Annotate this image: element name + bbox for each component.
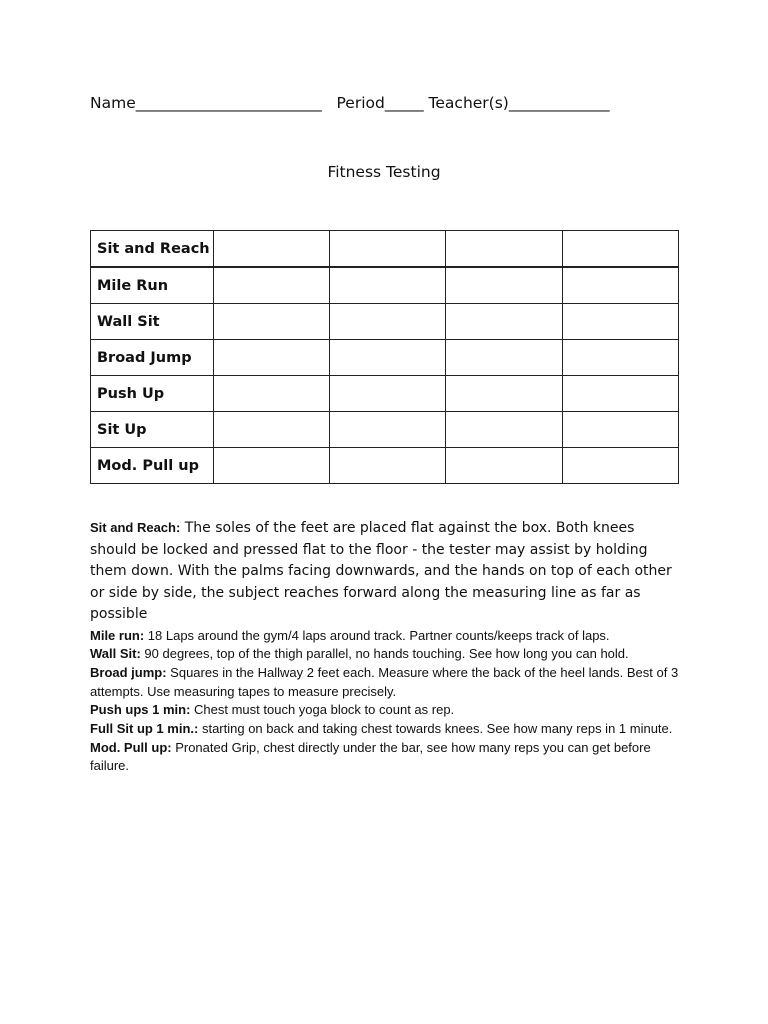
table-row <box>91 412 679 448</box>
student-info-line <box>90 94 610 112</box>
score-cell <box>562 231 678 268</box>
test-instructions <box>90 517 680 776</box>
table-row <box>91 376 679 412</box>
instruction-label: Full Sit up 1 min.: <box>90 721 199 737</box>
instruction-text: The soles of the feet are placed flat against the box. Both knees should be locked and pressed flat to the floor - the tester may assist by holding them down. With the palms facing downwards, and the hands on top of each other or side by side, the subject reaches forward along the measuring line as far as possible <box>90 520 672 622</box>
score-cell <box>562 376 678 412</box>
sit-and-reach-instruction <box>90 517 680 626</box>
sit-up-instruction <box>90 720 680 739</box>
score-cell <box>446 412 562 448</box>
row-label: Push Up <box>91 376 214 412</box>
instruction-text: Chest must touch yoga block to count as rep. <box>190 702 455 718</box>
score-cell <box>446 376 562 412</box>
score-cell <box>213 340 329 376</box>
score-cell <box>562 304 678 340</box>
score-cell <box>213 448 329 484</box>
instruction-text: Squares in the Hallway 2 feet each. Measure where the back of the heel lands. Best of 3 attempts. Use measuring tapes to measure precisely. <box>90 664 679 699</box>
score-cell <box>330 412 446 448</box>
teacher-field-label: Teacher(s)_____________ <box>428 94 610 112</box>
instruction-text: Pronated Grip, chest directly under the bar, see how many reps you can get before failure. <box>90 739 651 774</box>
instruction-label: Wall Sit: <box>90 646 141 662</box>
score-cell <box>446 267 562 304</box>
instruction-label: Sit and Reach: <box>90 520 181 535</box>
score-cell <box>330 448 446 484</box>
broad-jump-instruction <box>90 664 680 701</box>
table-row <box>91 448 679 484</box>
instruction-text: 90 degrees, top of the thigh parallel, no hands touching. See how long you can hold. <box>140 646 629 662</box>
score-cell <box>330 304 446 340</box>
score-cell <box>213 304 329 340</box>
period-field-label: Period_____ <box>336 94 424 112</box>
score-cell <box>213 376 329 412</box>
score-cell <box>562 340 678 376</box>
score-cell <box>330 231 446 268</box>
score-cell <box>330 267 446 304</box>
row-label: Mile Run <box>91 267 214 304</box>
instruction-label: Mile run: <box>90 627 145 643</box>
score-cell <box>213 267 329 304</box>
instruction-label: Push ups 1 min: <box>90 702 191 718</box>
table-row <box>91 304 679 340</box>
score-cell <box>330 340 446 376</box>
table-row <box>91 340 679 376</box>
score-cell <box>330 376 446 412</box>
score-cell <box>562 412 678 448</box>
instruction-label: Mod. Pull up: <box>90 739 172 755</box>
score-cell <box>213 412 329 448</box>
row-label: Broad Jump <box>91 340 214 376</box>
table-row <box>91 231 679 268</box>
score-cell <box>562 267 678 304</box>
score-cell <box>446 231 562 268</box>
pull-up-instruction <box>90 739 680 776</box>
row-label: Sit Up <box>91 412 214 448</box>
score-cell <box>562 448 678 484</box>
row-label: Sit and Reach <box>91 231 214 268</box>
score-cell <box>446 340 562 376</box>
score-cell <box>213 231 329 268</box>
score-cell <box>446 448 562 484</box>
score-cell <box>446 304 562 340</box>
page-title: Fitness Testing <box>327 163 441 181</box>
mile-run-instruction <box>90 627 680 646</box>
instruction-text: starting on back and taking chest towards knees. See how many reps in 1 minute. <box>198 721 673 737</box>
name-field-label: Name________________________ <box>90 94 322 112</box>
fitness-score-table <box>90 230 679 484</box>
table-row <box>91 267 679 304</box>
row-label: Wall Sit <box>91 304 214 340</box>
wall-sit-instruction <box>90 645 680 664</box>
push-ups-instruction <box>90 701 680 720</box>
instruction-text: 18 Laps around the gym/4 laps around track. Partner counts/keeps track of laps. <box>144 627 610 643</box>
instruction-label: Broad jump: <box>90 664 167 680</box>
row-label: Mod. Pull up <box>91 448 214 484</box>
